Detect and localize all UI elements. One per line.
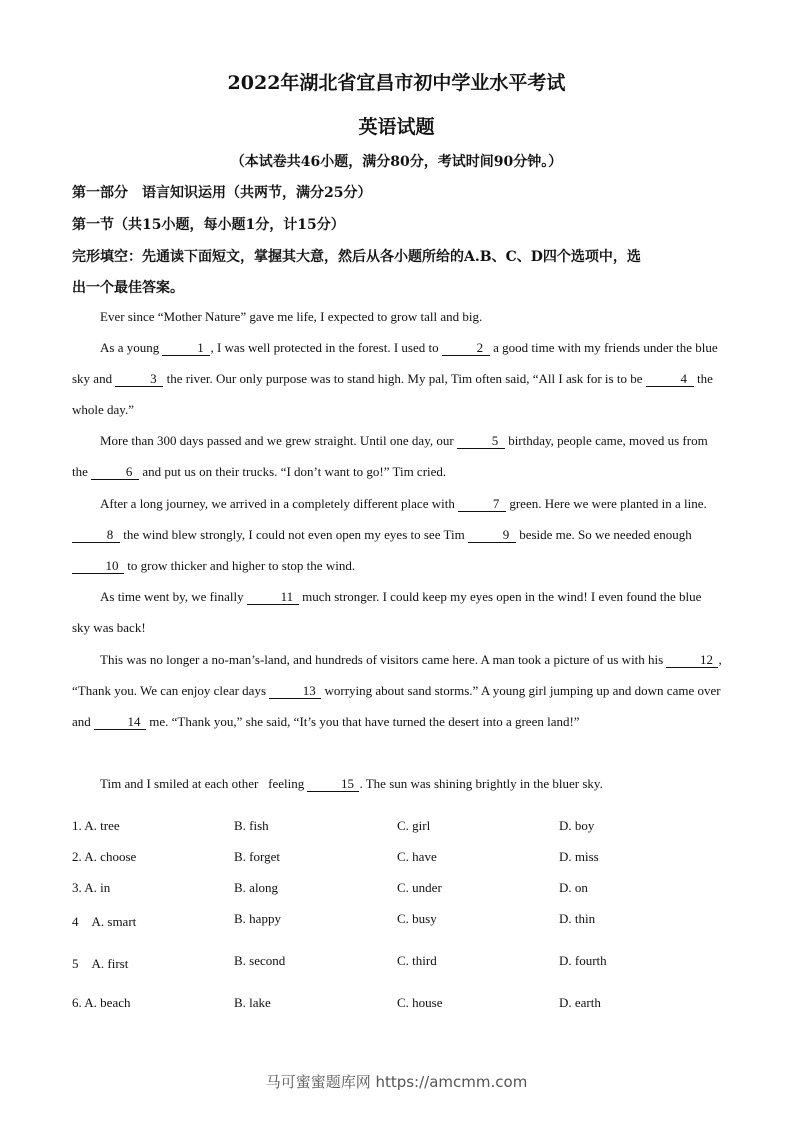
question-1-options [72,818,722,838]
blank-3: 3 [115,372,163,387]
blank-6: 6 [91,465,139,480]
blank-4: 4 [646,372,694,387]
instruction-line-1: 完形填空：先通读下面短文，掌握其大意，然后从各小题所给的A.B、C、D四个选项中，选 [72,249,641,265]
option-c: C. busy [397,911,437,926]
option-b: B. along [234,880,279,895]
option-b: B. fish [234,818,269,833]
blank-2: 2 [442,341,490,356]
exam-title: 2022年湖北省宜昌市初中学业水平考试 [227,72,566,94]
question-4-options [72,911,722,931]
instruction-line-2: 出一个最佳答案。 [72,280,184,296]
option-c: C. third [397,953,437,968]
blank-1: 1 [162,341,210,356]
blank-11: 11 [247,590,299,605]
question-2-options [72,849,722,869]
option-a: 3. A. in [72,880,111,895]
part-heading: 第一部分 语言知识运用（共两节，满分25分） [72,185,372,201]
passage-paragraph-5: As time went by, we finally 11 much stronger. I could keep my eyes open in the wind! I even found the blue sky was back! [72,589,702,635]
option-c: C. have [397,849,437,864]
question-6-options [72,995,722,1015]
option-d: D. boy [559,818,595,833]
option-c: C. girl [397,818,431,833]
option-a: 2. A. choose [72,849,137,864]
option-b: B. lake [234,995,271,1010]
option-c: C. under [397,880,442,895]
option-b: B. forget [234,849,280,864]
option-b: B. happy [234,911,281,926]
passage-paragraph-4: After a long journey, we arrived in a completely different place with 7 green. Here we were planted in a line. 8 the wind blew strongly, I could not even open my eyes to see Tim 9 beside me. So we needed enough 10 to grow thicker and higher to stop the wind. [72,488,722,581]
blank-9: 9 [468,528,516,543]
option-a: 6. A. beach [72,995,131,1010]
blank-12: 12 [666,653,718,668]
blank-15: 15 [307,777,359,792]
option-b: B. second [234,953,286,968]
subsection-heading: 第一节（共15小题，每小题1分，计15分） [72,217,345,233]
passage-paragraph-3: More than 300 days passed and we grew straight. Until one day, our 5 birthday, people came, moved us from the 6 and put us on their trucks. “I don’t want to go!” Tim cried. [72,433,708,479]
option-a: 5 A. first [72,956,129,971]
footer-watermark: 马可蜜蜜题库网 https://amcmm.com [265,1073,528,1091]
passage-paragraph-7: Tim and I smiled at each other feeling 15 . The sun was shining brightly in the bluer sky. [100,776,603,791]
option-d: D. thin [559,911,596,926]
blank-10: 10 [72,559,124,574]
option-d: D. fourth [559,953,607,968]
option-c: C. house [397,995,443,1010]
option-d: D. on [559,880,588,895]
blank-13: 13 [269,684,321,699]
option-a: 1. A. tree [72,818,120,833]
passage-paragraph-6: This was no longer a no-man’s-land, and hundreds of visitors came here. A man took a picture of us with his 12 , “Thank you. We can enjoy clear days 13 worrying about sand storms.” A young girl jumping up and down came over and 14 me. “Thank you,” she said, “It’s you that have turned the desert into a green land!” [72,652,722,729]
option-d: D. earth [559,995,601,1010]
passage-paragraph-2: As a young 1 , I was well protected in the forest. I used to 2 a good time with my friends under the blue sky and 3 the river. Our only purpose was to stand high. My pal, Tim often said, “All I ask for is to be 4 the whole day.” [72,340,718,417]
exam-note: （本试卷共46小题，满分80分，考试时间90分钟。） [230,154,563,170]
question-3-options [72,880,722,900]
blank-8: 8 [72,528,120,543]
option-a: 4 A. smart [72,914,137,929]
option-d: D. miss [559,849,599,864]
blank-14: 14 [94,715,146,730]
question-5-options [72,953,722,973]
blank-7: 7 [458,497,506,512]
blank-5: 5 [457,434,505,449]
exam-subtitle: 英语试题 [358,116,435,138]
passage-paragraph-1: Ever since “Mother Nature” gave me life, I expected to grow tall and big. [100,309,483,324]
